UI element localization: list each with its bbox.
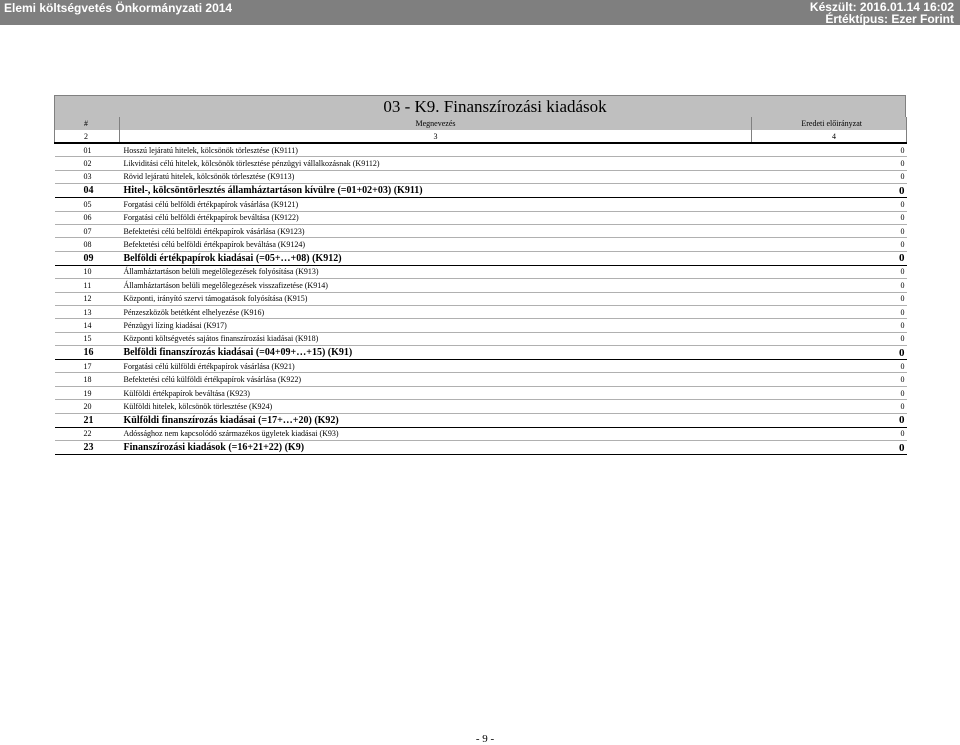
column-number-2: 3 xyxy=(120,130,752,143)
row-amount: 0 xyxy=(752,292,907,305)
row-amount: 0 xyxy=(752,373,907,386)
row-amount: 0 xyxy=(752,427,907,440)
column-number-3: 4 xyxy=(752,130,907,143)
table-row xyxy=(55,373,907,386)
row-code: 23 xyxy=(55,441,120,455)
row-code: 15 xyxy=(55,332,120,345)
table-row xyxy=(55,211,907,224)
table-row xyxy=(55,332,907,345)
table-row xyxy=(55,360,907,373)
row-code: 13 xyxy=(55,305,120,318)
row-name: Államháztartáson belüli megelőlegezések folyósítása (K913) xyxy=(120,265,752,278)
row-amount: 0 xyxy=(752,386,907,399)
row-amount: 0 xyxy=(752,319,907,332)
row-name: Forgatási célú külföldi értékpapírok vásárlása (K921) xyxy=(120,360,752,373)
row-amount: 0 xyxy=(752,170,907,183)
row-amount: 0 xyxy=(752,332,907,345)
table-row xyxy=(55,238,907,251)
table-row xyxy=(55,279,907,292)
column-header-appropriation: Eredeti előirányzat xyxy=(752,117,907,130)
header-meta xyxy=(810,1,954,25)
row-amount: 0 xyxy=(752,251,907,265)
row-name: Külföldi finanszírozás kiadásai (=17+…+20) (K92) xyxy=(120,413,752,427)
row-name: Likviditási célú hitelek, kölcsönök törlesztése pénzügyi vállalkozásnak (K9112) xyxy=(120,157,752,170)
row-name: Államháztartáson belüli megelőlegezések visszafizetése (K914) xyxy=(120,279,752,292)
row-amount: 0 xyxy=(752,279,907,292)
row-code: 20 xyxy=(55,400,120,413)
row-code: 17 xyxy=(55,360,120,373)
table-row xyxy=(55,224,907,237)
financing-expenses-table xyxy=(54,117,907,455)
row-code: 11 xyxy=(55,279,120,292)
row-name: Belföldi értékpapírok kiadásai (=05+…+08) (K912) xyxy=(120,251,752,265)
row-code: 12 xyxy=(55,292,120,305)
table-row xyxy=(55,265,907,278)
organization-title: Elemi költségvetés Önkormányzati 2014 xyxy=(4,1,233,15)
table-row-subtotal xyxy=(55,346,907,360)
row-amount: 0 xyxy=(752,441,907,455)
table-row xyxy=(55,198,907,211)
row-name: Forgatási célú belföldi értékpapírok vásárlása (K9121) xyxy=(120,198,752,211)
row-code: 06 xyxy=(55,211,120,224)
table-row-subtotal xyxy=(55,413,907,427)
row-code: 14 xyxy=(55,319,120,332)
row-code: 09 xyxy=(55,251,120,265)
row-amount: 0 xyxy=(752,224,907,237)
row-name: Hitel-, kölcsöntörlesztés államháztartáson kívülre (=01+02+03) (K911) xyxy=(120,184,752,198)
row-name: Központi költségvetés sajátos finanszírozási kiadásai (K918) xyxy=(120,332,752,345)
row-name: Hosszú lejáratú hitelek, kölcsönök törlesztése (K9111) xyxy=(120,143,752,157)
row-name: Belföldi finanszírozás kiadásai (=04+09+…+15) (K91) xyxy=(120,346,752,360)
row-amount: 0 xyxy=(752,346,907,360)
row-amount: 0 xyxy=(752,400,907,413)
row-amount: 0 xyxy=(752,413,907,427)
table-row xyxy=(55,157,907,170)
column-header-row xyxy=(55,117,907,130)
row-code: 18 xyxy=(55,373,120,386)
row-code: 21 xyxy=(55,413,120,427)
table-row xyxy=(55,386,907,399)
row-name: Befektetési célú belföldi értékpapírok vásárlása (K9123) xyxy=(120,224,752,237)
column-number-1: 2 xyxy=(55,130,120,143)
row-name: Pénzügyi lízing kiadásai (K917) xyxy=(120,319,752,332)
row-code: 01 xyxy=(55,143,120,157)
page-header-bar xyxy=(0,0,960,25)
row-name: Forgatási célú belföldi értékpapírok beváltása (K9122) xyxy=(120,211,752,224)
page-number: - 9 - xyxy=(475,733,495,745)
row-name: Rövid lejáratú hitelek, kölcsönök törlesztése (K9113) xyxy=(120,170,752,183)
table-row xyxy=(55,292,907,305)
row-name: Központi, irányító szervi támogatások folyósítása (K915) xyxy=(120,292,752,305)
row-amount: 0 xyxy=(752,211,907,224)
row-amount: 0 xyxy=(752,198,907,211)
table-row-subtotal xyxy=(55,251,907,265)
table-row xyxy=(55,170,907,183)
row-name: Külföldi értékpapírok beváltása (K923) xyxy=(120,386,752,399)
table-row xyxy=(55,319,907,332)
row-code: 08 xyxy=(55,238,120,251)
row-code: 07 xyxy=(55,224,120,237)
row-amount: 0 xyxy=(752,238,907,251)
row-name: Külföldi hitelek, kölcsönök törlesztése (K924) xyxy=(120,400,752,413)
row-code: 03 xyxy=(55,170,120,183)
row-name: Finanszírozási kiadások (=16+21+22) (K9) xyxy=(120,441,752,455)
row-code: 05 xyxy=(55,198,120,211)
table-row-subtotal xyxy=(55,441,907,455)
row-code: 04 xyxy=(55,184,120,198)
row-amount: 0 xyxy=(752,265,907,278)
row-name: Pénzeszközök betétként elhelyezése (K916) xyxy=(120,305,752,318)
row-code: 22 xyxy=(55,427,120,440)
row-code: 02 xyxy=(55,157,120,170)
column-header-number: # xyxy=(55,117,120,130)
table-row xyxy=(55,143,907,157)
row-name: Befektetési célú külföldi értékpapírok vásárlása (K922) xyxy=(120,373,752,386)
row-code: 16 xyxy=(55,346,120,360)
row-amount: 0 xyxy=(752,157,907,170)
table-row xyxy=(55,427,907,440)
row-amount: 0 xyxy=(752,143,907,157)
column-number-row xyxy=(55,130,907,143)
created-timestamp: Készült: 2016.01.14 16:02 xyxy=(809,0,954,14)
row-amount: 0 xyxy=(752,360,907,373)
row-code: 19 xyxy=(55,386,120,399)
column-header-name: Megnevezés xyxy=(120,117,752,130)
row-amount: 0 xyxy=(752,184,907,198)
table-row xyxy=(55,400,907,413)
table-row-subtotal xyxy=(55,184,907,198)
row-name: Befektetési célú belföldi értékpapírok beváltása (K9124) xyxy=(120,238,752,251)
value-type: Értéktípus: Ezer Forint xyxy=(825,12,954,26)
report-block xyxy=(54,95,906,455)
row-name: Adóssághoz nem kapcsolódó származékos ügyletek kiadásai (K93) xyxy=(120,427,752,440)
row-amount: 0 xyxy=(752,305,907,318)
table-row xyxy=(55,305,907,318)
row-code: 10 xyxy=(55,265,120,278)
report-title: 03 - K9. Finanszírozási kiadások xyxy=(54,95,906,117)
